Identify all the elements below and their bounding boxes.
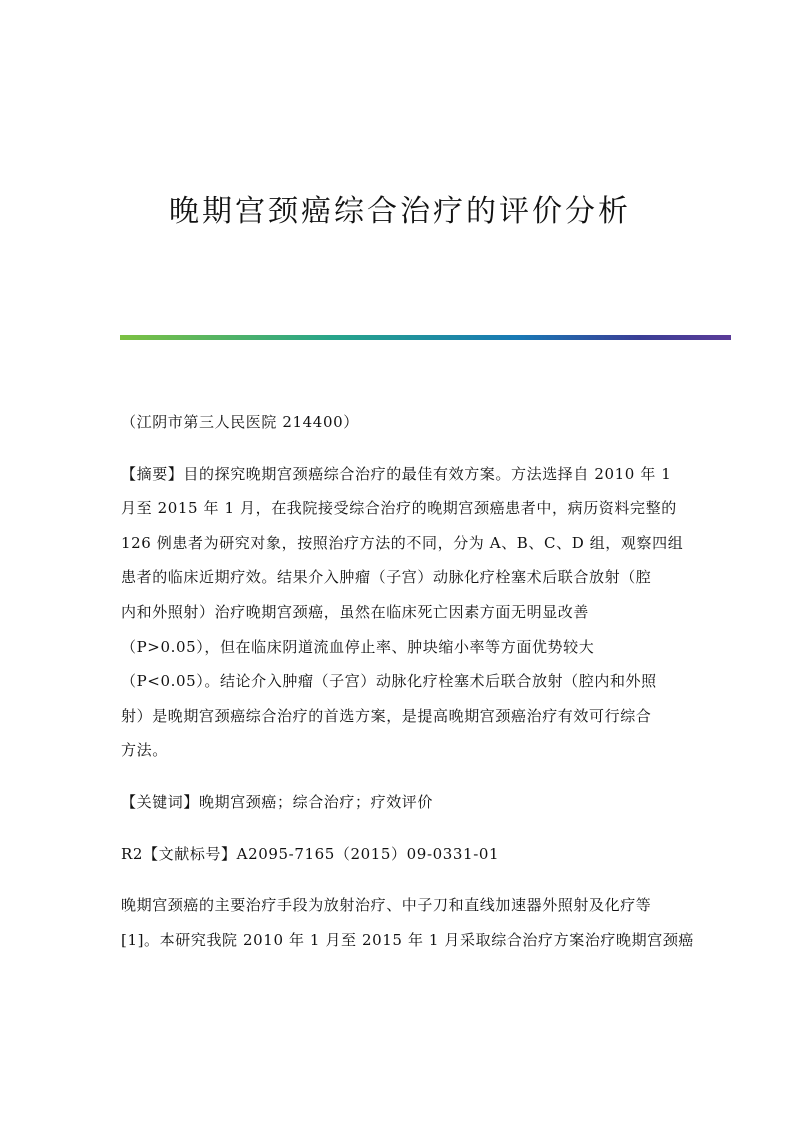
body-paragraph: [121, 888, 695, 957]
gradient-divider: [120, 335, 731, 340]
abstract-line: 方法。: [121, 741, 168, 760]
abstract-line: 126 例患者为研究对象，按照治疗方法的不同，分为 A、B、C、D 组，观察四组: [121, 533, 684, 552]
abstract-line: 射）是晚期宫颈癌综合治疗的首选方案，是提高晚期宫颈癌治疗有效可行综合: [121, 706, 652, 725]
document-title: 晚期宫颈癌综合治疗的评价分析: [169, 194, 631, 229]
body-line: [1]。本研究我院 2010 年 1 月至 2015 年 1 月采取综合治疗方案治疗晚期宫颈癌: [121, 930, 695, 949]
abstract-line: 患者的临床近期疗效。结果介入肿瘤（子宫）动脉化疗栓塞术后联合放射（腔: [121, 568, 652, 587]
abstract-line: 月至 2015 年 1 月，在我院接受综合治疗的晚期宫颈癌患者中，病历资料完整的: [121, 499, 677, 518]
classification-paragraph: [121, 837, 681, 872]
classification-line: R2【文献标号】A2095-7165（2015）09-0331-01: [121, 844, 500, 863]
abstract-paragraph: [121, 457, 684, 768]
abstract-line: （P<0.05）。结论介入肿瘤（子宫）动脉化疗栓塞术后联合放射（腔内和外照: [121, 672, 657, 691]
keywords-paragraph: [121, 785, 681, 820]
keywords-line: 【关键词】晚期宫颈癌；综合治疗；疗效评价: [121, 792, 434, 811]
document-body: [121, 405, 695, 974]
abstract-line: 内和外照射）治疗晚期宫颈癌，虽然在临床死亡因素方面无明显改善: [121, 602, 590, 621]
abstract-line: （P>0.05），但在临床阴道流血停止率、肿块缩小率等方面优势较大: [121, 637, 595, 656]
affiliation-line: （江阴市第三人民医院 214400）: [121, 413, 359, 431]
author-affiliation: [121, 405, 681, 440]
abstract-line: 【摘要】目的探究晚期宫颈癌综合治疗的最佳有效方案。方法选择自 2010 年 1: [121, 464, 672, 483]
body-line: 晚期宫颈癌的主要治疗手段为放射治疗、中子刀和直线加速器外照射及化疗等: [121, 896, 652, 915]
